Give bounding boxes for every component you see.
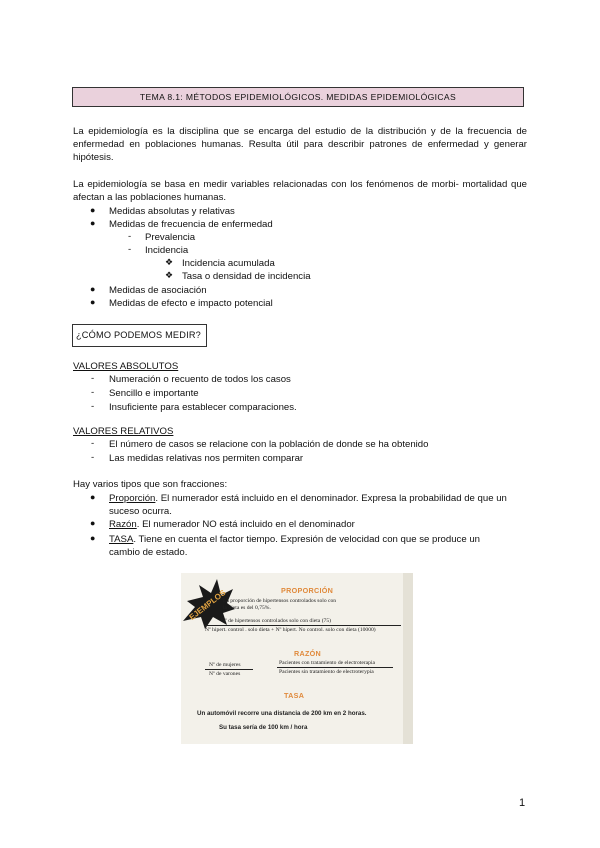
figure-tasa-title: TASA xyxy=(284,691,305,700)
question-box: ¿CÓMO PODEMOS MEDIR? xyxy=(72,324,207,347)
list-item: Sencillo e importante xyxy=(109,388,199,399)
bullet-icon: ● xyxy=(90,218,96,228)
proporcion-text: . El numerador está incluido en el denominador. Expresa la probabilidad de que un xyxy=(155,493,507,504)
page-title: TEMA 8.1: MÉTODOS EPIDEMIOLÓGICOS. MEDIDAS EPIDEMIOLÓGICAS xyxy=(72,87,524,107)
figure-razon-title: RAZÓN xyxy=(294,649,322,658)
dash-icon: - xyxy=(91,401,95,412)
dash-icon: - xyxy=(91,373,95,384)
list-item: Medidas de frecuencia de enfermedad xyxy=(109,219,273,230)
dash-icon: - xyxy=(91,452,95,463)
razon-line xyxy=(109,518,355,531)
tasa-line xyxy=(109,533,480,546)
razon-term: Razón xyxy=(109,519,137,530)
fraction-bar xyxy=(277,667,393,668)
figure-razon-denominator: Pacientes sin tratamiento de electroterypia xyxy=(279,669,374,675)
list-item: Incidencia xyxy=(145,245,189,256)
bullet-icon: ● xyxy=(90,297,96,307)
list-item: Prevalencia xyxy=(145,232,196,243)
list-item: Medidas absolutas y relativas xyxy=(109,206,235,217)
dash-icon: - xyxy=(128,244,132,255)
dash-icon: - xyxy=(91,387,95,398)
tasa-term: TASA xyxy=(109,534,134,545)
page-number: 1 xyxy=(519,797,526,809)
list-item: Medidas de asociación xyxy=(109,285,207,296)
dash-icon: - xyxy=(91,438,95,449)
tasa-text: . Tiene en cuenta el factor tiempo. Expresión de velocidad con que se produce un xyxy=(133,534,481,545)
list-item: Insuficiente para establecer comparaciones. xyxy=(109,402,297,413)
section-heading-relativos: VALORES RELATIVOS xyxy=(73,426,174,437)
list-item: Numeración o recuento de todos los casos xyxy=(109,374,291,385)
figure-razon-denominator: Nº de varones xyxy=(209,671,241,677)
stamp-label: EJEMPLOS xyxy=(187,588,228,622)
figure-tasa-example: Un automóvil recorre una distancia de 200 km en 2 horas. xyxy=(197,710,367,717)
proporcion-term: Proporción xyxy=(109,493,156,504)
fraction-bar xyxy=(205,669,253,670)
figure-tasa-result: Su tasa sería de 100 km / hora xyxy=(219,724,308,731)
bullet-icon: ● xyxy=(90,518,96,528)
diamond-bullet-icon: ❖ xyxy=(165,257,174,267)
figure-proporcion-numerator: Nº de hipertensos controlados solo con dieta (75) xyxy=(221,618,332,624)
proporcion-continued: suceso ocurra. xyxy=(109,506,172,517)
dash-icon: - xyxy=(128,231,132,242)
fractions-intro: Hay varios tipos que son fracciones: xyxy=(73,479,228,490)
bullet-icon: ● xyxy=(90,533,96,543)
figure-proporcion-denominator: Nº hipert. control . solo dieta + Nº hipert. No control. solo con dieta (10000) xyxy=(205,627,376,633)
figure-razon-numerator: Nº de mujeres xyxy=(209,662,241,668)
tasa-continued: cambio de estado. xyxy=(109,547,188,558)
bullet-icon: ● xyxy=(90,492,96,502)
list-item: Las medidas relativas nos permiten comparar xyxy=(109,453,304,464)
razon-text: . El numerador NO está incluido en el denominador xyxy=(136,519,355,530)
fraction-bar xyxy=(205,625,401,626)
figure-proporcion-title: PROPORCIÓN xyxy=(281,586,334,595)
figure-proporcion-desc: la dieta es del 0,75%. xyxy=(223,605,271,611)
list-item: Tasa o densidad de incidencia xyxy=(182,271,311,282)
bullet-icon: ● xyxy=(90,205,96,215)
bullet-icon: ● xyxy=(90,284,96,294)
figure-proporcion-desc: La proporción de hipertensos controlados solo con xyxy=(223,598,337,604)
figure-razon-numerator: Pacientes con tratamiento de electroterapia xyxy=(279,660,375,666)
diamond-bullet-icon: ❖ xyxy=(165,270,174,280)
list-item: Medidas de efecto e impacto potencial xyxy=(109,298,273,309)
examples-figure xyxy=(181,573,413,744)
intro-paragraph: La epidemiología es la disciplina que se encarga del estudio de la distribución y de la frecuencia de enfermedad en poblaciones humanas. Resulta útil para describir patrones de enfermedad y generar hipótesis. xyxy=(73,126,527,163)
section-heading-absolutos: VALORES ABSOLUTOS xyxy=(73,361,179,372)
proporcion-line xyxy=(109,492,507,505)
list-item: Incidencia acumulada xyxy=(182,258,275,269)
list-item: El número de casos se relacione con la población de donde se ha obtenido xyxy=(109,439,429,450)
variables-paragraph: La epidemiología se basa en medir variables relacionadas con los fenómenos de morbi- mortalidad que afectan a las poblaciones humanas. xyxy=(73,179,527,203)
figure-edge xyxy=(403,573,413,744)
